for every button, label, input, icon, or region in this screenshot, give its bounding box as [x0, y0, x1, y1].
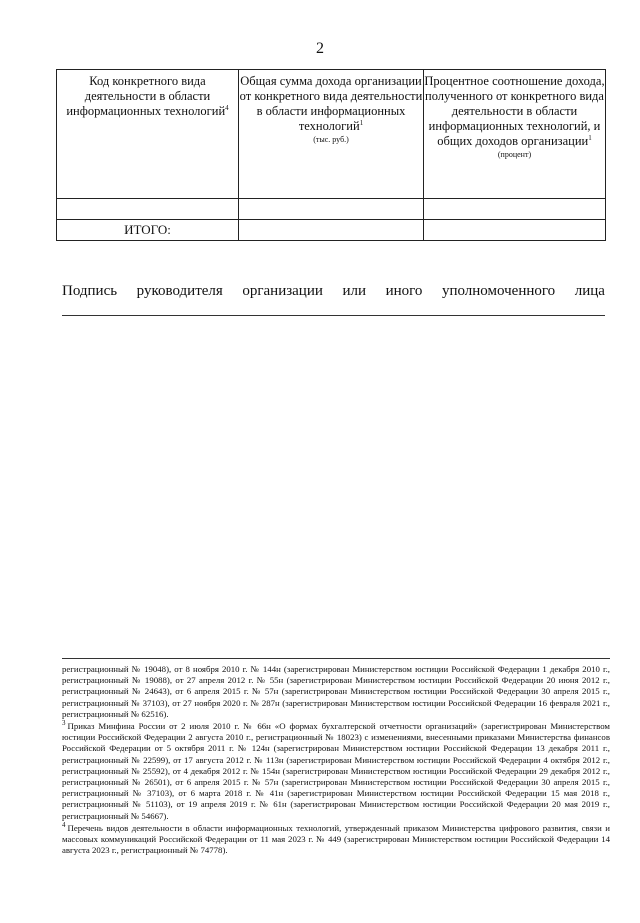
- income-table: [56, 69, 606, 241]
- footnotes: [62, 664, 610, 857]
- footnote-number: 4: [62, 820, 66, 829]
- footnote-4: [62, 820, 610, 857]
- signature-word: руководителя: [136, 283, 223, 299]
- signature-word: уполномоченного: [441, 283, 556, 299]
- signature-word: иного: [385, 283, 423, 299]
- footnote-4-text: Перечень видов деятельности в области информационных технологий, утвержденный приказом Министерства цифрового развития, связи и массовых коммуникаций Российской Федерации от 11 мая 2023 г. № 449 (зарегистрирован Министерством юстиции Российской Федерации 14 августа 2023 г., регистрационный № 74778).: [62, 822, 610, 856]
- signature-word: лица: [574, 283, 605, 299]
- footnote-divider: [62, 658, 610, 659]
- signature-caption: [62, 283, 605, 300]
- header-unit-percent: (процент): [497, 150, 532, 159]
- signature-word: Подпись: [62, 283, 118, 299]
- percentage-cell[interactable]: [424, 199, 606, 220]
- signature-word: или: [342, 283, 366, 299]
- footnote-3: [62, 721, 610, 822]
- page-number: 2: [316, 40, 324, 57]
- header-activity-code: [57, 70, 239, 199]
- activity-code-cell[interactable]: [57, 199, 239, 220]
- table-row: [57, 199, 606, 220]
- header-total-income-text: Общая сумма дохода организации от конкретного вида деятельности в области информационных технологий: [239, 74, 423, 133]
- header-income-percentage-text: Процентное соотношение дохода, полученного от конкретного вида деятельности в области информационных технологий, и общих доходов организации: [424, 74, 605, 148]
- header-total-income: [239, 70, 424, 199]
- footnote-continuation: регистрационный № 19048), от 8 ноября 2010 г. № 144н (зарегистрирован Министерством юстиции Российской Федерации 1 декабря 2010 г., регистрационный № 19088), от 27 апреля 2012 г. № 55н (зарегистрирован Министерством юстиции Российской Федерации 20 июня 2012 г., регистрационный № 24643), от 6 апреля 2015 г. № 57н (зарегистрирован Министерством юстиции Российской Федерации 30 апреля 2015 г., регистрационный № 37103), от 27 ноября 2020 г. № 287н (зарегистрирован Министерством юстиции Российской Федерации 16 февраля 2021 г., регистрационный № 62516).: [62, 664, 610, 719]
- footnote-number: 3: [62, 719, 66, 728]
- footnote-3-text: Приказ Минфина России от 2 июля 2010 г. № 66н «О формах бухгалтерской отчетности организаций» (зарегистрирован Министерством юстиции Российской Федерации 2 августа 2010 г., регистрационный № 18023) с изменениями, внесенными приказами Министерства финансов Российской Федерации от 5 октября 2011 г. № 124н (зарегистрирован Министерством юстиции Российской Федерации 13 декабря 2011 г., регистрационный № 22599), от 17 августа 2012 г. № 113н (зарегистрирован Министерством юстиции Российской Федерации 4 октября 2012 г., регистрационный № 25592), от 4 декабря 2012 г. № 154н (зарегистрирован Министерством юстиции Российской Федерации 29 декабря 2012 г., регистрационный № 26501), от 6 апреля 2015 г. № 57н (зарегистрирован Министерством юстиции Российской Федерации 30 апреля 2015 г., регистрационный № 37103), от 6 марта 2018 г. № 41н (зарегистрирован Министерством юстиции Российской Федерации 15 мая 2018 г., регистрационный № 51103), от 19 апреля 2019 г. № 61н (зарегистрирован Министерством юстиции Российской Федерации 20 мая 2019 г., регистрационный № 54667).: [62, 721, 610, 821]
- header-activity-code-text: Код конкретного вида деятельности в области информационных технологий: [66, 74, 226, 118]
- total-percentage-value[interactable]: [424, 220, 606, 241]
- table-total-row: [57, 220, 606, 241]
- total-income-cell[interactable]: [239, 199, 424, 220]
- footnote-ref: 4: [225, 103, 229, 112]
- total-label: ИТОГО:: [57, 220, 239, 241]
- total-income-value[interactable]: [239, 220, 424, 241]
- table-header-row: [57, 70, 606, 199]
- signature-line[interactable]: [62, 315, 605, 316]
- header-unit-thousand-rub: (тыс. руб.): [313, 135, 349, 144]
- header-income-percentage: [424, 70, 606, 199]
- footnote-ref: 1: [359, 118, 364, 127]
- signature-word: организации: [242, 283, 323, 299]
- footnote-ref: 1: [588, 133, 592, 142]
